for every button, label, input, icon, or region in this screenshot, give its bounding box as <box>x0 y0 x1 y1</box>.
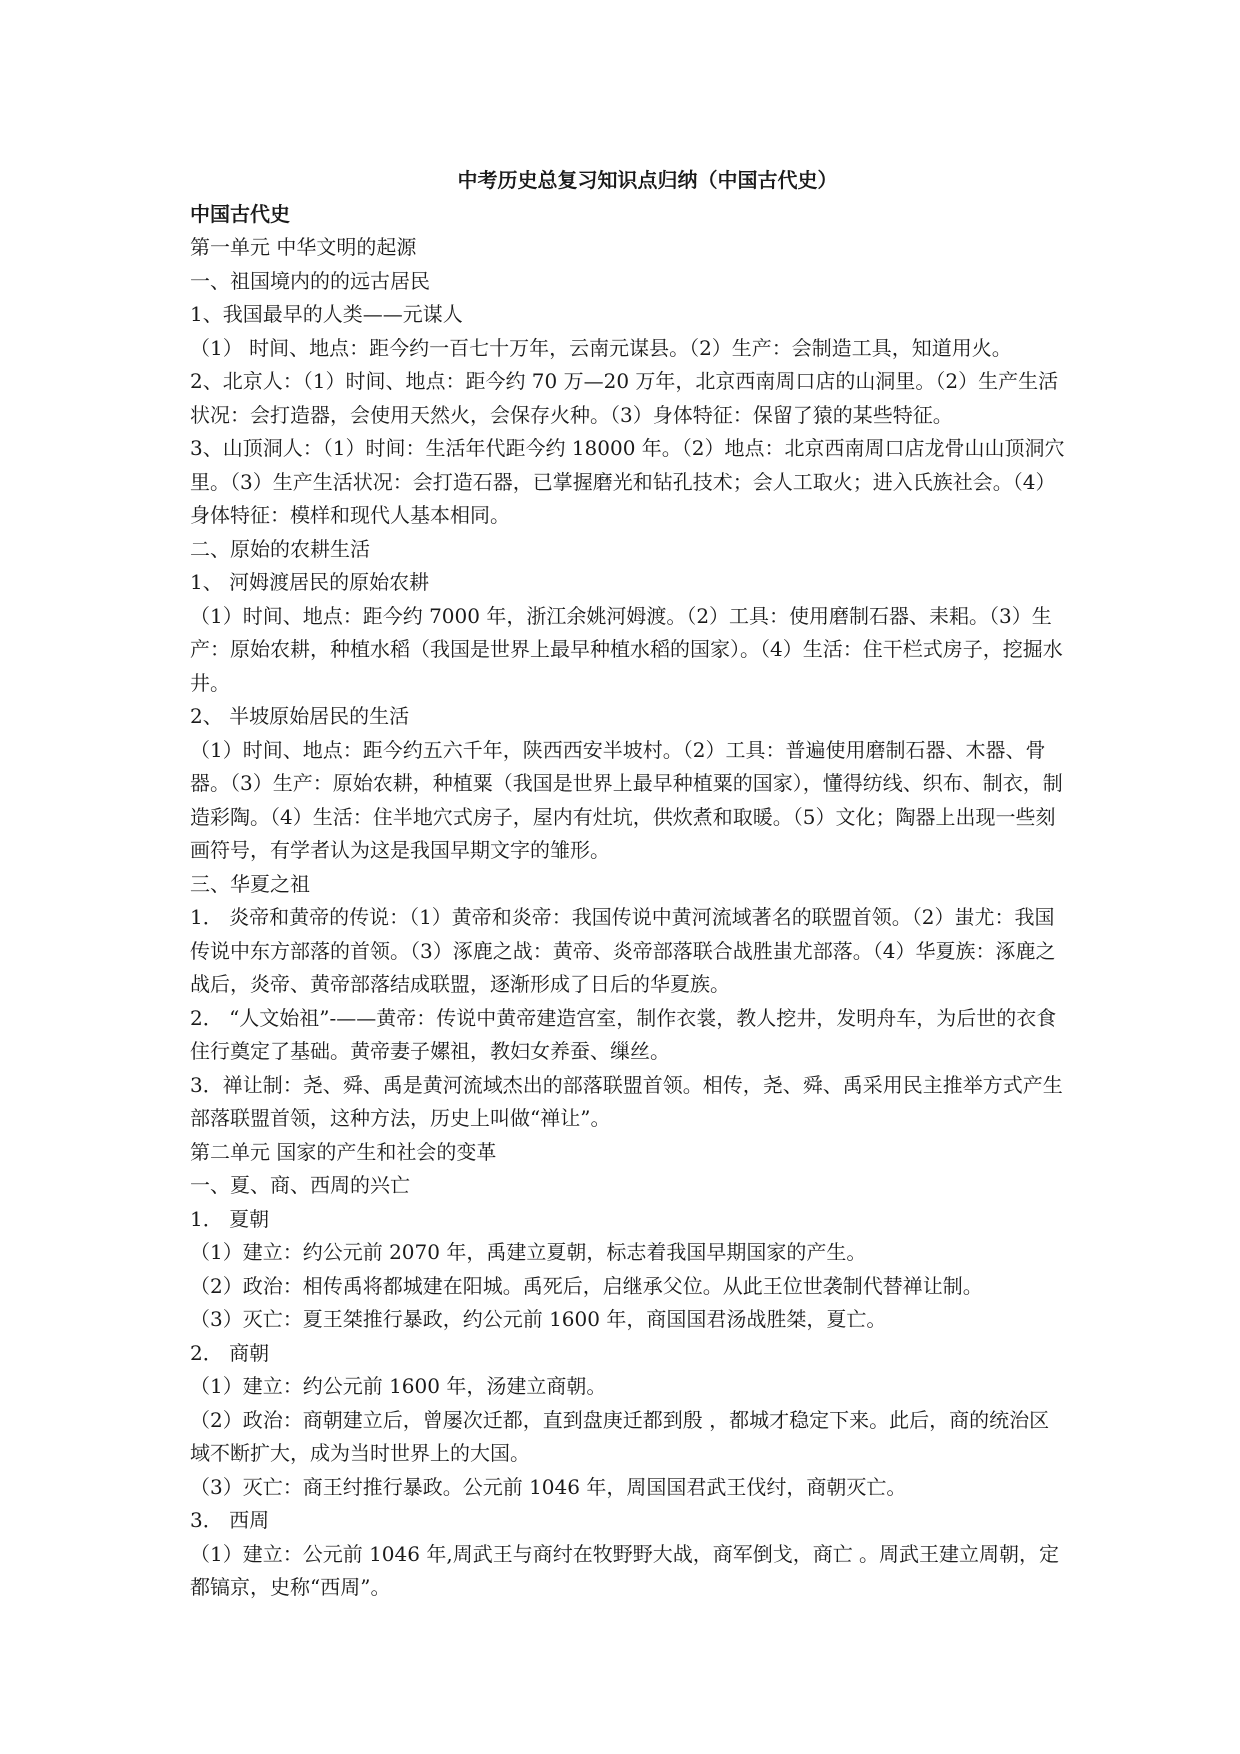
text-line: 1、 河姆渡居民的原始农耕 <box>190 570 430 594</box>
text-line: 2． 商朝 <box>190 1340 270 1365</box>
text-line: （2）政治：商朝建立后，曾屡次迁都，直到盘庚迁都到殷 ，都城才稳定下来。此后，商的统治区域不断扩大，成为当时世界上的大国。 <box>190 1407 1050 1465</box>
text-line: 1、我国最早的人类——元谋人 <box>190 302 463 326</box>
text-line: 二、原始的农耕生活 <box>190 536 370 561</box>
text-line: （1）建立：公元前 1046 年,周武王与商纣在牧野野大战，商军倒戈，商亡 。周武王建立周朝，定都镐京，史称“西周”。 <box>190 1541 1060 1599</box>
document-lines <box>190 231 1065 1605</box>
text-line: （1）建立：约公元前 1600 年，汤建立商朝。 <box>190 1374 607 1398</box>
text-line: 第二单元 国家的产生和社会的变革 <box>190 1139 497 1164</box>
text-line: 3．禅让制：尧、舜、禹是黄河流域杰出的部落联盟首领。相传，尧、舜、禹采用民主推举方式产生部落联盟首领，这种方法，历史上叫做“禅让”。 <box>190 1072 1063 1130</box>
text-line: 1． 夏朝 <box>190 1206 270 1231</box>
section-heading: 中国古代史 <box>190 201 290 226</box>
text-line: 1． 炎帝和黄帝的传说：（1）黄帝和炎帝：我国传说中黄河流域著名的联盟首领。（2）蚩尤：我国传说中东方部落的首领。（3）涿鹿之战：黄帝、炎帝部落联合战胜蚩尤部落。（4）华夏族：涿鹿之战后，炎帝、黄帝部落结成联盟，逐渐形成了日后的华夏族。 <box>190 905 1056 996</box>
text-line: 2． “人文始祖”-——黄帝：传说中黄帝建造宫室，制作衣裳，教人挖井，发明舟车，为后世的衣食住行奠定了基础。黄帝妻子嫘祖，教妇女养蚕、缫丝。 <box>190 1005 1057 1063</box>
text-line: （3）灭亡：商王纣推行暴政。公元前 1046 年，周国国君武王伐纣，商朝灭亡。 <box>190 1474 907 1499</box>
text-line: 一、祖国境内的的远古居民 <box>190 268 430 293</box>
text-line: 3． 西周 <box>190 1508 270 1532</box>
document-body <box>190 164 1065 1605</box>
text-line: 一、夏、商、西周的兴亡 <box>190 1173 410 1197</box>
text-line: 第一单元 中华文明的起源 <box>190 235 417 259</box>
text-line: （1）时间、地点：距今约 7000 年，浙江余姚河姆渡。（2）工具：使用磨制石器、耒耜。（3）生产：原始农耕，种植水稻（我国是世界上最早种植水稻的国家）。（4）生活：住干栏式房子，挖掘水井。 <box>190 603 1063 695</box>
text-line: 三、华夏之祖 <box>190 871 310 896</box>
text-line: （1）建立：约公元前 2070 年，禹建立夏朝，标志着我国早期国家的产生。 <box>190 1240 867 1264</box>
document-title: 中考历史总复习知识点归纳（中国古代史） <box>457 168 838 192</box>
text-line: （2）政治：相传禹将都城建在阳城。禹死后，启继承父位。从此王位世袭制代替禅让制。 <box>190 1273 983 1298</box>
text-line: （3）灭亡：夏王桀推行暴政，约公元前 1600 年，商国国君汤战胜桀，夏亡。 <box>190 1307 887 1331</box>
text-line: 2、 半坡原始居民的生活 <box>190 704 410 728</box>
text-line: 2、北京人：（1）时间、地点：距今约 70 万—20 万年，北京西南周口店的山洞里。（2）生产生活状况：会打造器，会使用天然火，会保存火种。（3）身体特征：保留了猿的某些特征。 <box>190 369 1059 427</box>
text-line: 3、山顶洞人：（1）时间：生活年代距今约 18000 年。（2）地点：北京西南周口店龙骨山山顶洞穴里。（3）生产生活状况：会打造石器，已掌握磨光和钻孔技术；会人工取火；进入氏族社会。（4）身体特征：模样和现代人基本相同。 <box>190 436 1065 527</box>
text-line: （1）时间、地点：距今约五六千年，陕西西安半坡村。（2）工具：普遍使用磨制石器、木器、骨器。（3）生产：原始农耕，种植粟（我国是世界上最早种植粟的国家），懂得纺线、织布、制衣，制造彩陶。（4）生活：住半地穴式房子，屋内有灶坑，供炊煮和取暖。（5）文化；陶器上出现一些刻画符号，有学者认为这是我国早期文字的雏形。 <box>190 737 1063 862</box>
text-line: （1） 时间、地点：距今约一百七十万年，云南元谋县。（2）生产：会制造工具，知道用火。 <box>190 335 1012 360</box>
